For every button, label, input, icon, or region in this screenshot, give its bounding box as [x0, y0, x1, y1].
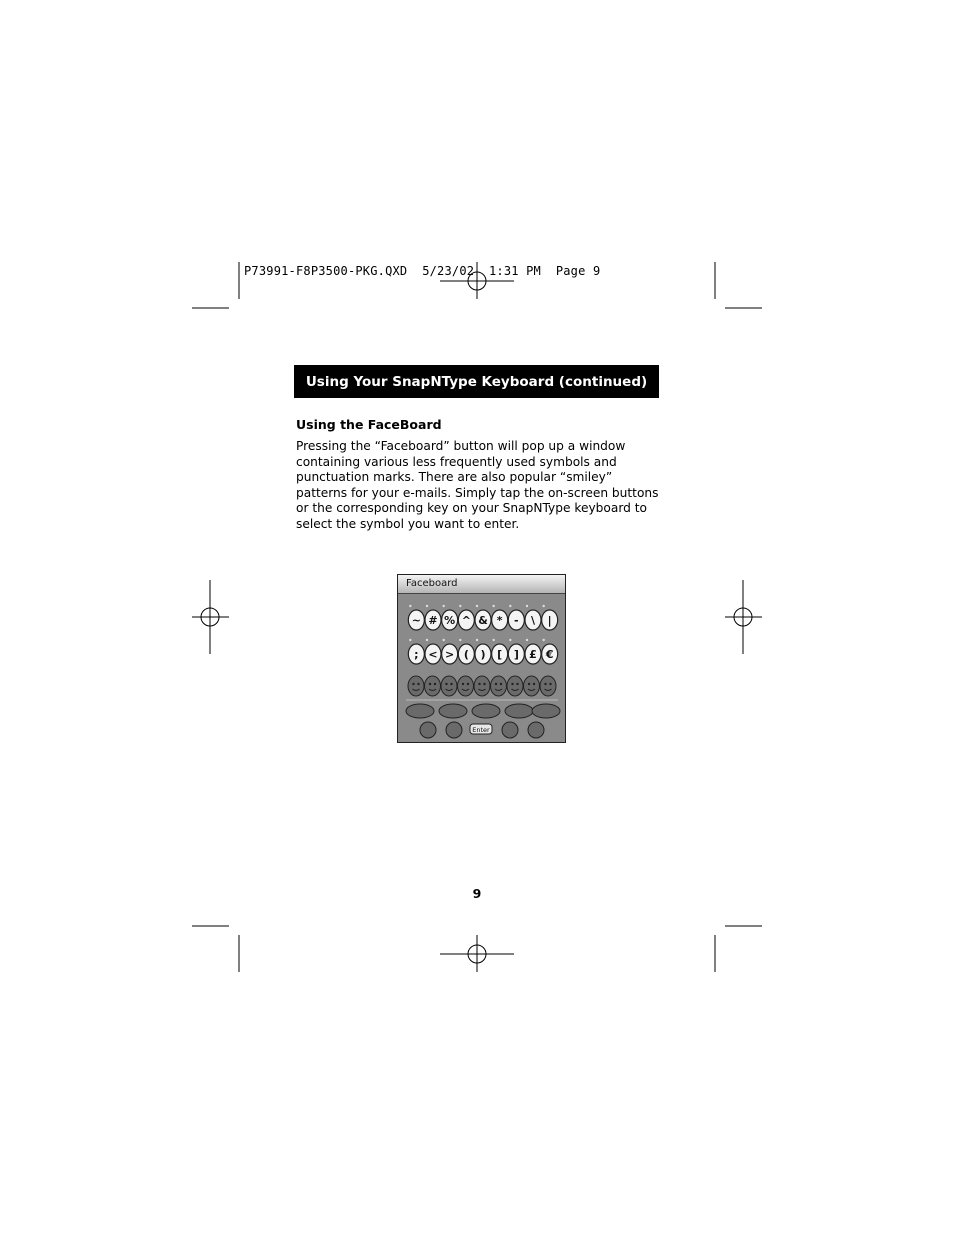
symbol-row-2-key-label: > [445, 648, 455, 661]
symbol-row-2-key-label: [ [497, 648, 503, 661]
bottom-smiley-key [420, 722, 436, 738]
faceboard-window [397, 574, 566, 743]
symbol-row-1-key-label: % [444, 614, 456, 627]
smiley-eye [417, 683, 419, 685]
smiley-eye [450, 683, 452, 685]
registration-mark-left [192, 580, 229, 654]
symbol-row-1-key-label: ^ [461, 614, 471, 627]
symbol-row-2-key-hint [459, 639, 461, 641]
section-header-bar [294, 365, 659, 398]
smiley-key [507, 676, 523, 696]
smiley-eye [500, 683, 502, 685]
enter-key-label: Enter [472, 726, 490, 734]
symbol-row-2-key-hint [426, 639, 428, 641]
symbol-row-2-key-label: ( [463, 648, 469, 661]
smiley-eye [462, 683, 464, 685]
smiley-eye [434, 683, 436, 685]
section-title: Using the FaceBoard [296, 417, 442, 432]
smiley-eye [478, 683, 480, 685]
smiley-key [441, 676, 457, 696]
symbol-row-2-key-hint [542, 639, 544, 641]
smiley-eye [544, 683, 546, 685]
smiley-key [540, 676, 556, 696]
smiley-eye [495, 683, 497, 685]
bottom-smiley-key [446, 722, 462, 738]
smiley-key [425, 676, 441, 696]
symbol-row-2-key-hint [509, 639, 511, 641]
section-header-title: Using Your SnapNType Keyboard (continued) [305, 373, 648, 390]
symbol-row-1-key-label: | [547, 614, 552, 627]
symbol-row-1-key-hint [409, 605, 411, 607]
registration-mark-right [725, 580, 762, 654]
smiley-eye [533, 683, 535, 685]
symbol-row-1-key-hint [509, 605, 511, 607]
pattern-key [505, 704, 533, 718]
symbol-row-1-key-hint [442, 605, 444, 607]
pattern-key [472, 704, 500, 718]
symbol-row-1-key-label: & [478, 614, 488, 627]
smiley-eye [429, 683, 431, 685]
registration-mark-bottom [440, 935, 514, 972]
smiley-key [491, 676, 507, 696]
symbol-row-1-key-hint [542, 605, 544, 607]
smiley-eye [511, 683, 513, 685]
page-number: 9 [472, 886, 482, 901]
smiley-eye [412, 683, 414, 685]
symbol-row-2-key-label: £ [529, 648, 537, 661]
smiley-eye [467, 683, 469, 685]
symbol-row-2-key-hint [492, 639, 494, 641]
symbol-row-1-key-hint [492, 605, 494, 607]
smiley-key [408, 676, 424, 696]
smiley-eye [445, 683, 447, 685]
slug-line: P73991-F8P3500-PKG.QXD 5/23/02 1:31 PM Page 9 [244, 264, 601, 278]
symbol-row-1-key-label: ~ [411, 614, 421, 627]
symbol-row-2-key-label: € [545, 648, 554, 661]
smiley-key [524, 676, 540, 696]
pattern-key [439, 704, 467, 718]
symbol-row-2-key-hint [526, 639, 528, 641]
symbol-row-2-key-label: < [428, 648, 438, 661]
symbol-row-2-key-hint [476, 639, 478, 641]
symbol-row-2-key-label: ] [513, 648, 519, 661]
faceboard-title: Faceboard [406, 578, 458, 589]
bottom-smiley-key [502, 722, 518, 738]
pattern-key [406, 704, 434, 718]
bottom-smiley-key [528, 722, 544, 738]
body-paragraph: Pressing the “Faceboard” button will pop up a window containing various less frequently used symbols and punctuation marks. There are also popular “smiley” patterns for your e-mails. Simply tap the on-screen buttons or the corresponding key on your SnapNType keyboard to select the symbol you want to enter. [296, 439, 659, 531]
smiley-eye [516, 683, 518, 685]
symbol-row-2-key-hint [442, 639, 444, 641]
symbol-row-2-key-hint [409, 639, 411, 641]
symbol-row-1-key-hint [476, 605, 478, 607]
smiley-eye [528, 683, 530, 685]
symbol-row-1-key-label: * [496, 614, 503, 627]
smiley-eye [549, 683, 551, 685]
symbol-row-1-key-label: - [514, 614, 519, 627]
symbol-row-1-key-label: \ [530, 614, 536, 627]
symbol-row-2-key-label: ; [414, 648, 419, 661]
smiley-eye [483, 683, 485, 685]
pattern-key [532, 704, 560, 718]
smiley-key [474, 676, 490, 696]
symbol-row-1-key-hint [426, 605, 428, 607]
symbol-row-1-key-label: # [428, 614, 438, 627]
faceboard-title-bar [398, 575, 565, 594]
faceboard-keys [398, 594, 565, 742]
symbol-row-1-key-hint [526, 605, 528, 607]
symbol-row-1-key-hint [459, 605, 461, 607]
symbol-row-2-key-label: ) [480, 648, 486, 661]
smiley-key [458, 676, 474, 696]
